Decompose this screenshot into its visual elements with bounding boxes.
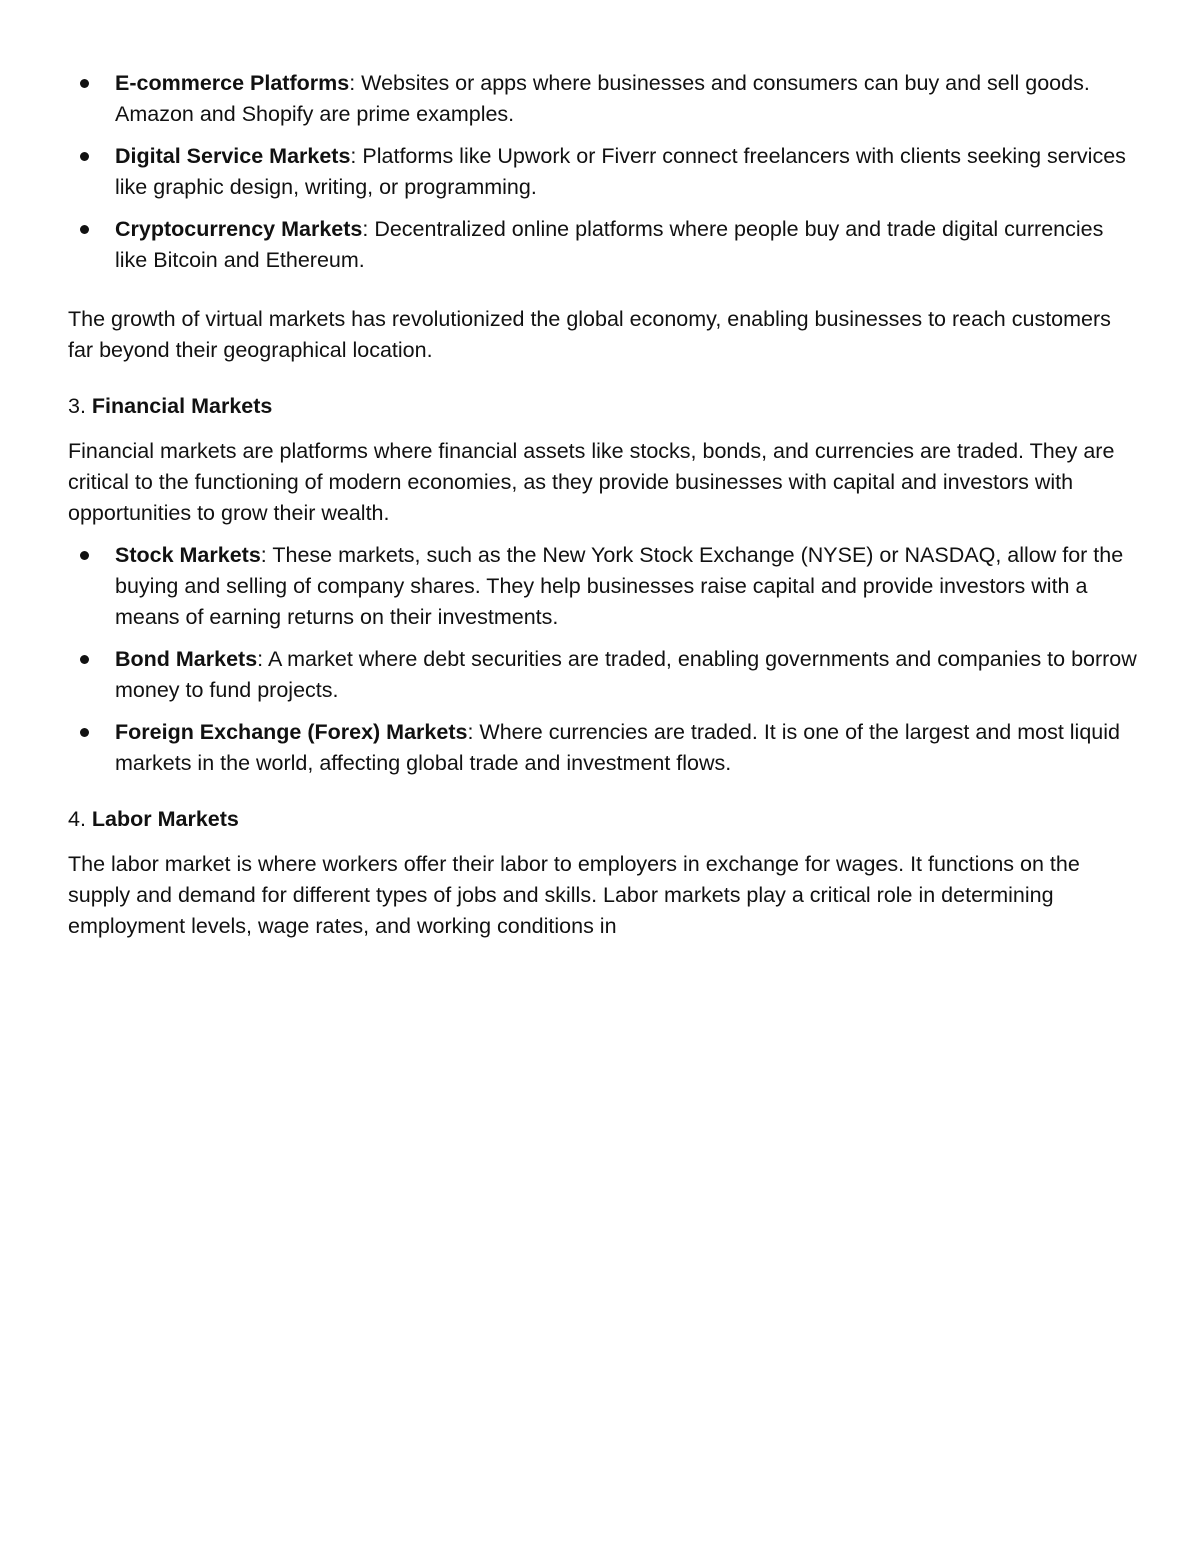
list-item-forex-markets — [68, 717, 1138, 779]
bullet-icon — [80, 225, 89, 234]
term-colon: : — [350, 144, 357, 168]
term-colon: : — [467, 720, 474, 744]
bullet-term: Cryptocurrency Markets — [115, 217, 363, 241]
bullet-term: Foreign Exchange (Forex) Markets — [115, 720, 468, 744]
term-colon: : — [362, 217, 369, 241]
section-heading-labor-markets — [68, 804, 1138, 835]
bullet-description: Platforms like Upwork or Fiverr connect freelancers with clients seeking services like graphic design, writing, or programming. — [115, 144, 1126, 199]
bullet-icon — [80, 655, 89, 664]
financial-markets-intro: Financial markets are platforms where financial assets like stocks, bonds, and currencies are traded. They are critical to the functioning of modern economies, as they provide businesses with capital and investors with opportunities to grow their wealth. — [68, 439, 1115, 525]
term-colon: : — [257, 647, 264, 671]
bullet-term: Digital Service Markets — [115, 144, 351, 168]
bullet-term: Stock Markets — [115, 543, 261, 567]
list-item-bond-markets — [68, 644, 1138, 706]
list-item-digital-services — [68, 141, 1138, 203]
list-item-stock-markets — [68, 540, 1138, 633]
labor-markets-intro: The labor market is where workers offer their labor to employers in exchange for wages. It functions on the supply and demand for different types of jobs and skills. Labor markets play a critical role in determining employment levels, wage rates, and working conditions in — [68, 852, 1080, 938]
section-title: Labor Markets — [91, 807, 239, 831]
bullet-description: Where currencies are traded. It is one of the largest and most liquid markets in the world, affecting global trade and investment flows. — [115, 720, 1120, 775]
bullet-term: Bond Markets — [115, 647, 258, 671]
bullet-description: These markets, such as the New York Stock Exchange (NYSE) or NASDAQ, allow for the buying and selling of company shares. They help businesses raise capital and provide investors with a means of earning returns on their investments. — [115, 543, 1124, 629]
bullet-icon — [80, 551, 89, 560]
bullet-icon — [80, 728, 89, 737]
section-title: Financial Markets — [91, 394, 273, 418]
bullet-icon — [80, 79, 89, 88]
list-item-cryptocurrency — [68, 214, 1138, 276]
list-item-ecommerce — [68, 68, 1138, 130]
section-number: 4. — [68, 807, 86, 831]
section-number: 3. — [68, 394, 86, 418]
bullet-description: Decentralized online platforms where people buy and trade digital currencies like Bitcoin and Ethereum. — [115, 217, 1104, 272]
section-heading-financial-markets — [68, 391, 1138, 422]
bullet-description: A market where debt securities are traded, enabling governments and companies to borrow money to fund projects. — [115, 647, 1137, 702]
virtual-markets-summary: The growth of virtual markets has revolutionized the global economy, enabling businesses to reach customers far beyond their geographical location. — [68, 307, 1111, 362]
bullet-description: Websites or apps where businesses and consumers can buy and sell goods. Amazon and Shopify are prime examples. — [115, 71, 1090, 126]
term-colon: : — [260, 543, 267, 567]
bullet-term: E-commerce Platforms — [115, 71, 350, 95]
virtual-markets-list — [68, 68, 1138, 276]
bullet-icon — [80, 152, 89, 161]
financial-markets-list — [68, 540, 1138, 779]
term-colon: : — [349, 71, 356, 95]
